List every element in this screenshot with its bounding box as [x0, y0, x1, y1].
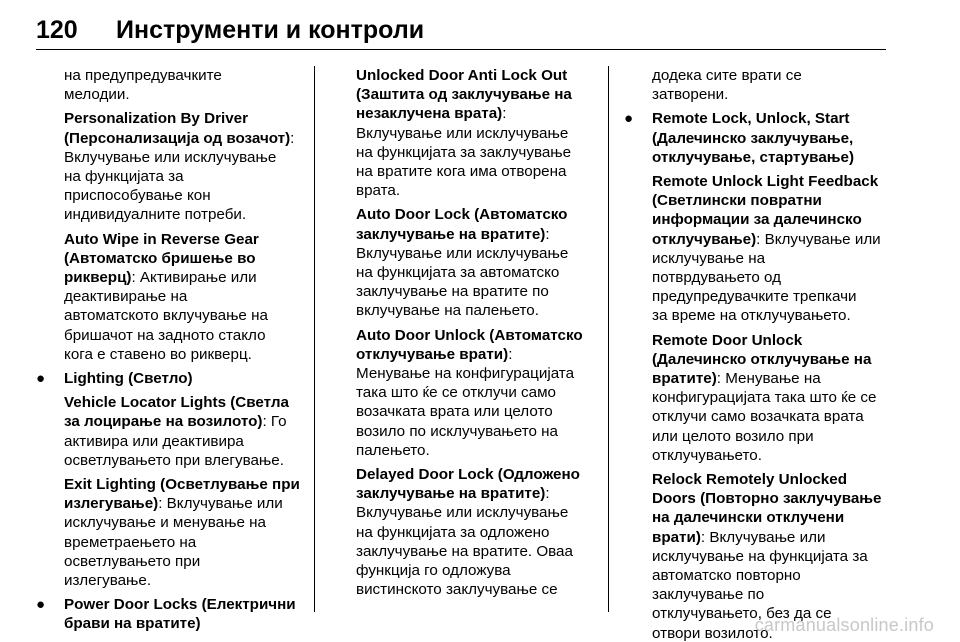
- column-3: [624, 66, 900, 642]
- text-line: за време на отклучувањето.: [652, 307, 851, 325]
- text-line: [64, 412, 312, 431]
- text-line: [652, 230, 900, 249]
- text-fragment: : Активирање или: [131, 269, 257, 287]
- text-line: бришачот на задното стакло: [64, 326, 266, 344]
- setting-auto-door-lock: [356, 205, 604, 320]
- text-line: возило по исклучувањето на: [356, 422, 558, 440]
- text-line: на функцијата за заклучување: [356, 143, 572, 161]
- setting-personalization: [64, 109, 312, 224]
- text-line: предупредувачките трепкачи: [652, 288, 857, 306]
- text-line: возачката врата или целото: [356, 403, 553, 421]
- text-fragment: :: [545, 225, 550, 243]
- setting-remote-unlock-feedback: [652, 172, 900, 326]
- setting-delayed-door-lock: [356, 465, 604, 599]
- watermark-text: carmanualsonline.info: [754, 615, 934, 635]
- text-line: на функцијата за: [64, 168, 184, 186]
- setting-title: информации за далечинско: [652, 211, 862, 229]
- setting-title: Doors (Повторно заклучување: [652, 490, 882, 508]
- section-heading: Power Door Locks (Електрични: [64, 596, 296, 614]
- text-line: излегување.: [64, 572, 152, 590]
- setting-title: Auto Door Lock (Автоматско: [356, 206, 568, 224]
- text-line: индивидуалните потреби.: [64, 206, 247, 224]
- text-line: исклучување и менување на: [64, 514, 266, 532]
- section-heading: брави на вратите): [64, 615, 201, 633]
- setting-title: на далечински отклучени: [652, 509, 845, 527]
- setting-title: Remote Door Unlock: [652, 331, 803, 349]
- setting-title: (Светлински повратни: [652, 192, 822, 210]
- setting-title: Vehicle Locator Lights (Светла: [64, 394, 289, 412]
- text-line: функција го одложува: [356, 562, 511, 580]
- section-heading: Remote Lock, Unlock, Start: [652, 110, 850, 128]
- text-line: на предупредувачките: [64, 67, 222, 84]
- setting-title: (Далечинско отклучување на: [652, 350, 872, 368]
- section-heading: Lighting (Светло): [64, 370, 193, 388]
- setting-title: заклучување на вратите): [356, 485, 546, 503]
- bullet-icon: ●: [36, 596, 46, 614]
- text-line: [64, 494, 312, 513]
- text-line: исклучување на функцијата за: [652, 547, 868, 565]
- bullet-power-door-locks: [36, 595, 312, 633]
- paragraph: [652, 66, 900, 104]
- text-line: Вклучување или исклучување: [356, 244, 569, 262]
- text-line: мелодии.: [64, 86, 130, 104]
- text-line: [356, 225, 604, 244]
- text-line: времетраењето на: [64, 533, 197, 551]
- text-line: заклучување по: [652, 586, 765, 604]
- text-line: или целото возило при: [652, 427, 814, 445]
- text-line: затворени.: [652, 86, 729, 104]
- text-line: [356, 484, 604, 503]
- setting-title: излегување): [64, 495, 159, 513]
- setting-title: Relock Remotely Unlocked: [652, 471, 847, 489]
- setting-title: рикверц): [64, 269, 132, 287]
- setting-auto-door-unlock: [356, 326, 604, 460]
- text-line: деактивирање на: [64, 288, 188, 306]
- text-line: кога е ставено во рикверц.: [64, 345, 252, 363]
- text-fragment: : Вклучување или: [700, 528, 826, 546]
- setting-title: отклучување): [652, 230, 757, 248]
- paragraph: [64, 66, 312, 104]
- text-fragment: : Менување на: [716, 370, 821, 388]
- text-line: [64, 268, 312, 287]
- setting-title: (Заштита од заклучување на: [356, 86, 572, 104]
- setting-exit-lighting: [64, 475, 312, 590]
- text-line: активира или деактивира: [64, 432, 244, 450]
- text-line: [652, 369, 900, 388]
- setting-anti-lock-out: [356, 66, 604, 200]
- column-1: [36, 66, 312, 639]
- setting-title: (Автоматско бришење во: [64, 249, 256, 267]
- bullet-icon: ●: [624, 110, 634, 128]
- text-fragment: :: [290, 129, 295, 147]
- text-line: Вклучување или исклучување: [356, 124, 569, 142]
- setting-remote-door-unlock: [652, 331, 900, 465]
- page-header: [36, 10, 886, 50]
- text-line: вистинското заклучување се: [356, 581, 558, 599]
- text-line: отклучувањето.: [652, 446, 762, 464]
- setting-title: Auto Door Unlock (Автоматско: [356, 326, 583, 344]
- text-line: [64, 129, 312, 148]
- setting-title: врати): [652, 528, 701, 546]
- text-fragment: :: [545, 485, 550, 503]
- text-line: [652, 528, 900, 547]
- setting-title: Personalization By Driver: [64, 110, 249, 128]
- setting-title: незаклучена врата): [356, 105, 503, 123]
- text-line: осветлувањето при влегување.: [64, 451, 284, 469]
- text-line: заклучување на вратите. Оваа: [356, 542, 573, 560]
- page-title: Инструменти и контроли: [116, 16, 425, 44]
- setting-title: Exit Lighting (Осветлување при: [64, 476, 300, 494]
- text-line: [356, 104, 604, 123]
- text-line: така што ќе се отклучи само: [356, 384, 556, 402]
- column-2: [356, 66, 604, 604]
- setting-auto-wipe: [64, 230, 312, 364]
- bullet-icon: ●: [36, 370, 46, 388]
- text-fragment: : Го: [262, 413, 287, 431]
- text-line: на вратите кога има отворена: [356, 163, 567, 181]
- text-line: [356, 345, 604, 364]
- setting-title: отклучување врати): [356, 345, 509, 363]
- setting-title: за лоцирање на возилото): [64, 413, 263, 431]
- setting-title: Remote Unlock Light Feedback: [652, 173, 879, 191]
- text-line: на функцијата за автоматско: [356, 264, 560, 282]
- text-fragment: : Вклучување или: [756, 230, 881, 248]
- text-line: отклучувањето, без да се: [652, 605, 832, 623]
- text-line: палењето.: [356, 441, 430, 459]
- text-line: потврдувањето од: [652, 269, 781, 287]
- text-line: Вклучување или исклучување: [64, 148, 277, 166]
- bullet-remote-lock: [624, 109, 900, 167]
- text-line: врата.: [356, 182, 401, 200]
- text-line: конфигурацијата така што ќе се: [652, 389, 877, 407]
- setting-title: Delayed Door Lock (Одложено: [356, 466, 580, 484]
- text-line: вклучување на палењето.: [356, 302, 539, 320]
- text-line: приспособување кон: [64, 187, 211, 205]
- section-heading: (Далечинско заклучување,: [652, 129, 854, 147]
- text-line: автоматско повторно: [652, 567, 801, 585]
- text-fragment: :: [508, 345, 513, 363]
- setting-title: Unlocked Door Anti Lock Out: [356, 67, 568, 84]
- setting-title: (Персонализација од возачот): [64, 129, 291, 147]
- text-line: заклучување на вратите по: [356, 283, 549, 301]
- text-fragment: : Вклучување или: [158, 495, 283, 513]
- text-line: Вклучување или исклучување: [356, 504, 569, 522]
- text-line: отклучи само возачката врата: [652, 408, 864, 426]
- text-line: додека сите врати се: [652, 67, 802, 84]
- setting-title: заклучување на вратите): [356, 225, 546, 243]
- text-line: на функцијата за одложено: [356, 523, 550, 541]
- setting-title: вратите): [652, 370, 717, 388]
- column-divider: [608, 66, 609, 612]
- setting-vehicle-locator: [64, 393, 312, 470]
- text-line: отвори возилото.: [652, 624, 773, 642]
- page-number: 120: [36, 16, 78, 44]
- column-divider: [314, 66, 315, 612]
- text-line: осветлувањето при: [64, 552, 201, 570]
- section-heading: отклучување, стартување): [652, 148, 855, 166]
- bullet-lighting: [36, 369, 312, 388]
- text-fragment: :: [502, 105, 507, 123]
- text-line: исклучување на: [652, 249, 766, 267]
- setting-title: Auto Wipe in Reverse Gear: [64, 230, 259, 248]
- text-line: автоматскотo вклучување на: [64, 307, 268, 325]
- text-line: Менување на конфигурацијата: [356, 365, 575, 383]
